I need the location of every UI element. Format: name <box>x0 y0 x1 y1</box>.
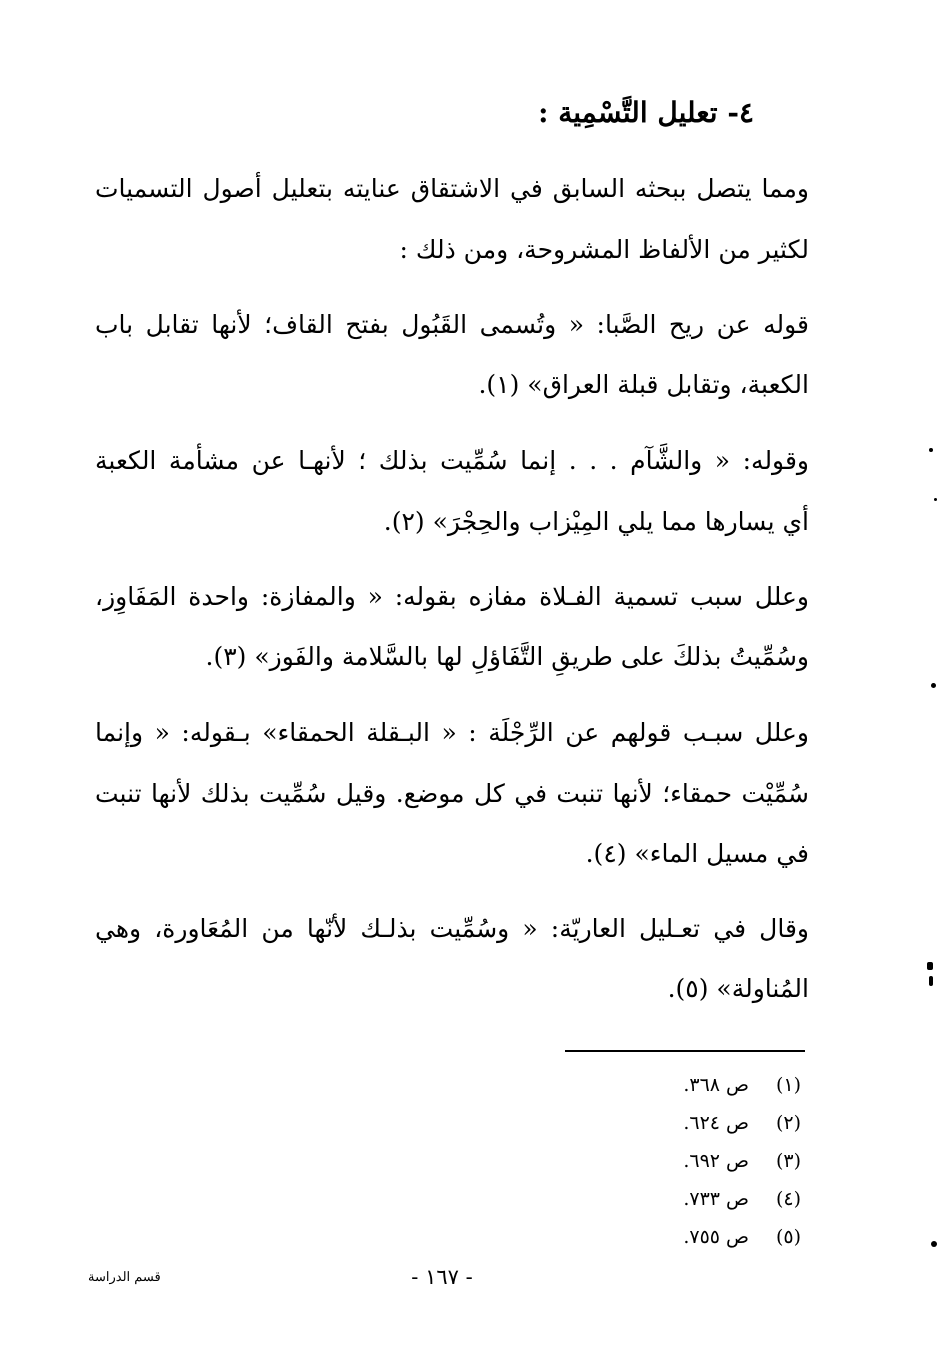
footnote-text: ص ٦٢٤. <box>683 1112 749 1134</box>
text-line: وسُمِّيتُ بذلكَ على طريقِ التَّفَاؤلِ لها بالسَّلامة والفَوز» (٣). <box>205 642 809 671</box>
text-line: المُناولة» (٥). <box>667 974 809 1003</box>
scan-speck <box>931 1241 937 1247</box>
text-line: وقوله: « والشَّآم . . . إنما سُمِّيت بذلك ؛ لأنهـا عن مشأمة الكعبة <box>95 446 809 475</box>
footnote-number: (٥) <box>775 1226 801 1248</box>
footnote-number: (١) <box>775 1074 801 1096</box>
text-line: وعلل سبب تسمية الفـلاة مفازه بقوله: « والمفازة: واحدة المَفَاوِز، <box>95 582 809 611</box>
scan-speck <box>929 976 933 986</box>
page-number: - ١٦٧ - <box>411 1265 473 1289</box>
section-heading: ٤- تعليل التَّسْمِية : <box>538 96 754 129</box>
footnote <box>501 1186 801 1212</box>
footnote <box>501 1110 801 1136</box>
footnote <box>501 1072 801 1098</box>
footnote-number: (٢) <box>775 1112 801 1134</box>
text-line: سُمِّيْت حمقاء؛ لأنها تنبت في كل موضع. وقيل سُمِّيت بذلك لأنها تنبت <box>95 779 809 808</box>
text-line: قوله عن ريح الصَّبا: « وتُسمى القَبُول بفتح القاف؛ لأنها تقابل باب <box>95 310 809 339</box>
footnote-text: ص ٧٣٣. <box>683 1188 749 1210</box>
footnote <box>501 1148 801 1174</box>
text-line: وعلل سبـب قولهم عن الرِّجْلَة : « البـقلة الحمقاء» بـقوله: « وإنما <box>95 718 809 747</box>
footnote-number: (٤) <box>775 1188 801 1210</box>
section-label: قسم الدراسة <box>88 1270 161 1285</box>
footnote-text: ص ٦٩٢. <box>683 1150 749 1172</box>
footnote-text: ص ٣٦٨. <box>683 1074 749 1096</box>
scan-speck <box>927 962 933 970</box>
text-line: الكعبة، وتقابل قبلة العراق» (١). <box>478 370 809 399</box>
text-line: وقال في تعـليل العاريّة: « وسُمِّيت بذلـك لأنّها من المُعَاورة، وهي <box>95 914 809 943</box>
footnote-text: ص ٧٥٥. <box>683 1226 749 1248</box>
text-line: أي يسارها مما يلي المِيْزاب والحِجْرَ» (٢). <box>383 507 809 536</box>
scan-speck <box>934 498 937 501</box>
text-line: لكثير من الألفاظ المشروحة، ومن ذلك : <box>399 235 809 264</box>
text-line: ومما يتصل ببحثه السابق في الاشتقاق عنايته بتعليل أصول التسميات <box>95 174 809 203</box>
footnote-separator <box>565 1050 805 1052</box>
footnote-number: (٣) <box>775 1150 801 1172</box>
scan-speck <box>929 448 933 452</box>
footnote <box>501 1224 801 1250</box>
scan-speck <box>931 683 936 688</box>
text-line: في مسيل الماء» (٤). <box>585 839 809 868</box>
